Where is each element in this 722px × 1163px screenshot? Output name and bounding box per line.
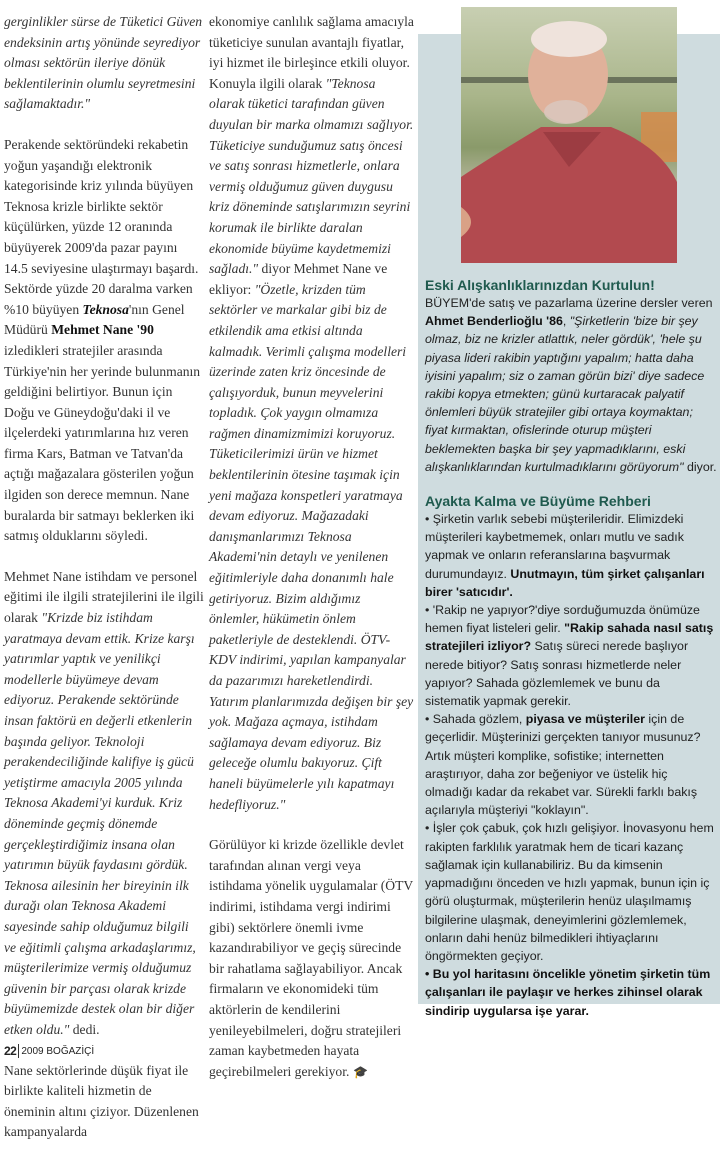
person-name: Ahmet Benderlioğlu '86 [425,314,563,329]
quote: "Şirketlerin 'bize bir şey olmaz, biz ne krizler atlattık, neler gördük', 'hele şu piyasa lideri rakibin yaptığını yapalım; hatta daha iyisini yapalım; siz o zaman görün bizi' diye sadece rakibi kopya etmekten; günü kurtaracak palyatif önlemleri büyük stratejiler gibi ortaya koymaktan; fiyat kırmaktan, ofislerinde oturup müşteri beklemekten başka bir şey yapmadıklarını, eski alışkanlıklarından kurtulmadıklarını görüyorum" [425,314,705,474]
paragraph-conclusion [209,835,414,1082]
text: • Şirketin varlık sebebi müşterileridir. Elimizdeki müşterileri kaybetmemek, onları mutlu ve sadık yapmak ve onların referanslarına başvurmak durumundayız. [425,512,684,581]
graduation-cap-icon: 🎓 [353,1064,369,1079]
page-footer [4,1044,94,1058]
text: Satış süreci nerede başlıyor nerede bitiyor? Satış sonrası hizmetlerde neler yapıyor? Sahada gözlemlemek ve bunu da sistematik yapmak gerekir. [425,639,689,709]
text: • 'Rakip ne yapıyor?'diye sorduğumuzda önümüze hemen fiyat listeleri gelir. [425,603,700,636]
guide-bullet [425,510,717,601]
text: ekonomiye canlılık sağlama amacıyla tüketiciye sunulan avantajlı fiyatlar, iyi hizmet ile birleşince etkili oluyor. Konuyla ilgili olarak [209,14,414,91]
publication-name: 2009 BOĞAZİÇİ [21,1045,95,1057]
paragraph-quote-end: gerginlikler sürse de Tüketici Güven endeksinin artış yönünde seyrediyor olması sektörün ileriye dönük beklentilerinin olumlu seyretmesini sağlamaktadır." [4,14,203,112]
paragraph-employment [4,567,204,1041]
emphasis: • Bu yol haritasını öncelikle yönetim şirketin tüm çalışanları ile paylaşır ve herkes zihinsel olarak sindirip uygularsa işe yarar. [425,967,711,1018]
emphasis: Unutmayın, tüm şirket çalışanları birer 'satıcıdır'. [425,566,705,599]
brand-name: Teknosa [82,301,129,317]
quote: "Krizde biz istihdam yaratmaya devam ettik. Krize karşı yatırımlar yaptık ve yenilikçi modellerle büyümeye devam ediyoruz. Perakende sektöründe insan faktörü en değerli etkenlerin başında geliyor. Teknoloji perakendeciliğinde kalifiye iş gücü yetiştirme amacıyla 2005 yılında Teknosa Akademi'yi kurduk. Kriz döneminde geçmiş dönemde gerçekleştirdiğimiz insana olan yatırımın büyük faydasını gördük. Teknosa ailesinin her bireyinin ilk durağı olan Teknosa Akademi sayesinde sahip olduğumuz bilgili ve eğitimli çalışma arkadaşlarımız, müşterilerimize vermiş olduğumuz güvenin bir parçası olarak krizde büyümemizde destek olan bir diğer etken oldu." [4,610,196,1037]
guide-bullet: • İşler çok çabuk, çok hızlı gelişiyor. İnovasyonu hem rakipten farklılık yaratmak hem de ticari kazanç sağlamak için kullanabiliriz. Bu da kimsenin yapmadığını önceden ve hızlı yapmak, bunun için iç görü oluşturmak, müşterilerin henüz ulaşılmamış bilgilerine ulaşmak, deneyimlerini gözlemlemek, onların dahi henüz bilmedikleri ihtiyaçlarını öngörmekten geçiyor. [425,821,714,963]
sidebar-heading-habits: Eski Alışkanlıklarınızdan Kurtulun! [425,277,655,293]
text: izledikleri stratejiler arasında Türkiye'nin her yerinde bulunmanın geldiğini belirtiyor. Bunun için Doğu ve Güneydoğu'daki il ve ilçelerdeki yatırımlarına hız veren firma Kars, Batman ve Tatvan'da açtığı mağazalara gösterilen yoğun ilgiden son derece memnun. Nane buralarda bir satmayı beklerken iki satmış olduklarını söyledi. [4,342,201,544]
paragraph-teknosa-growth [4,135,204,547]
text: Mehmet Nane istihdam ve personel eğitimi ile ilgili stratejilerini ile ilgili olarak [4,568,204,626]
emphasis: "Rakip sahada nasıl satış stratejileri izliyor? [425,621,714,654]
portrait-photo [461,7,677,263]
sidebar-content [425,276,717,1020]
text: BÜYEM'de satış ve pazarlama üzerine dersler veren [425,296,713,310]
portrait-illustration [461,7,677,263]
page-number: 22 [4,1044,17,1058]
text: dedi. [69,1021,100,1037]
footer-divider [18,1044,19,1058]
paragraph-pricing: Nane sektörlerinde düşük fiyat ile birlikte kaliteli hizmetin de öneminin altını çiziyor. Düzenlenen kampanyalarda [4,1062,199,1140]
text: 'nın Genel Müdürü [4,301,185,338]
quote: "Teknosa olarak tüketici tarafından güven duyulan bir marka olmamızı sağlıyor. Tüketiciye sunduğumuz satış öncesi ve satış sonrası hizmetlerle, onlara vermiş olduğumuz güven duygusu kriz döneminde satışlarımızın seyrini korumak ile birlikte daralan ekonomide büyüme kaydetmemizi sağladı." [209,75,414,277]
sidebar-heading-guide: Ayakta Kalma ve Büyüme Rehberi [425,493,651,510]
guide-bullet [425,710,717,819]
article-column-2 [209,12,414,1102]
quote: "Özetle, krizden tüm sektörler ve markalar gibi biz de etkilendik ama etkisi altında kalmadık. Verimli çalışma modelleri üzerinde zaten kriz öncesinde de çalışıyorduk, bunun meyvelerini topladık. Çok yaygın olmamıza rağmen dinamizmimizi koruyoruz. Tüketicilerimizi ürün ve hizmet beklentilerinin ötesine taşımak için yeni mağaza konspetleri yaratmaya devam ediyoruz. Mağazadaki danışmanlarımızı Teknosa Akademi'nin detaylı ve yenilenen eğitimleriyle daha donanımlı hale getiriyoruz. Bizim aldığımız önlemler, hükümetin önlem paketleriyle de desteklendi. ÖTV-KDV indirimi, yapılan kampanyalar da pazarımızı hareketlendirdi. Yatırım planlarımızda değişen bir şey yok. Mağaza açmaya, istihdam sağlamaya devam ediyoruz. Biz geleceğe olumlu bakıyoruz. Çift haneli büyümelerle yılı kapatmayı hedefliyoruz." [209,281,414,812]
sidebar-paragraph-habits [425,294,717,476]
text: diyor. [683,459,717,474]
text: • Sahada gözlem, [425,712,526,727]
person-name: Mehmet Nane '90 [51,322,154,338]
emphasis: piyasa ve müşteriler [525,712,645,727]
text: Görülüyor ki krizde özellikle devlet tarafından alınan vergi veya istihdama yönelik uygulamalar (ÖTV indirimi, istihdama vergi indirimi gibi) sektörlere önemli ivme kazandırabiliyor ve geçiş sürecinde bir rahatlama sağlayabiliyor. Ancak firmaların ve ekonomideki tüm aktörlerin de kendilerini yenileyebilmeleri, doğru stratejileri zaman kaybetmeden hayata geçirebilmeleri gerekiyor. [209,837,413,1079]
article-column-1 [4,12,204,1163]
guide-bullet [425,965,717,1020]
text: için de geçerlidir. Müşterinizi gerçekten tanıyor musunuz? Artık müşteri komplike, sofistike; internetten araştırıyor, daha zor beğeniyor ve üstelik hiç olmadığı kadar da rekabet var. Sürekli farklı bakış açılarıyla müşteriyi "koklayın". [425,712,701,818]
text: Perakende sektöründeki rekabetin yoğun yaşandığı elektronik kategorisinde kriz yılında büyüyen Teknosa krizle birlikte sektör küçülürken, yüzde 12 oranında büyüyerek 2009'da pazar payını 14.5 seviyesine ulaştırmayı başardı. Sektörde yüzde 20 daralma varken %10 büyüyen [4,136,199,317]
guide-bullet [425,601,717,710]
paragraph-trust [209,12,414,815]
text: , [562,314,570,329]
text: diyor Mehmet Nane ve ekliyor: [209,261,388,297]
